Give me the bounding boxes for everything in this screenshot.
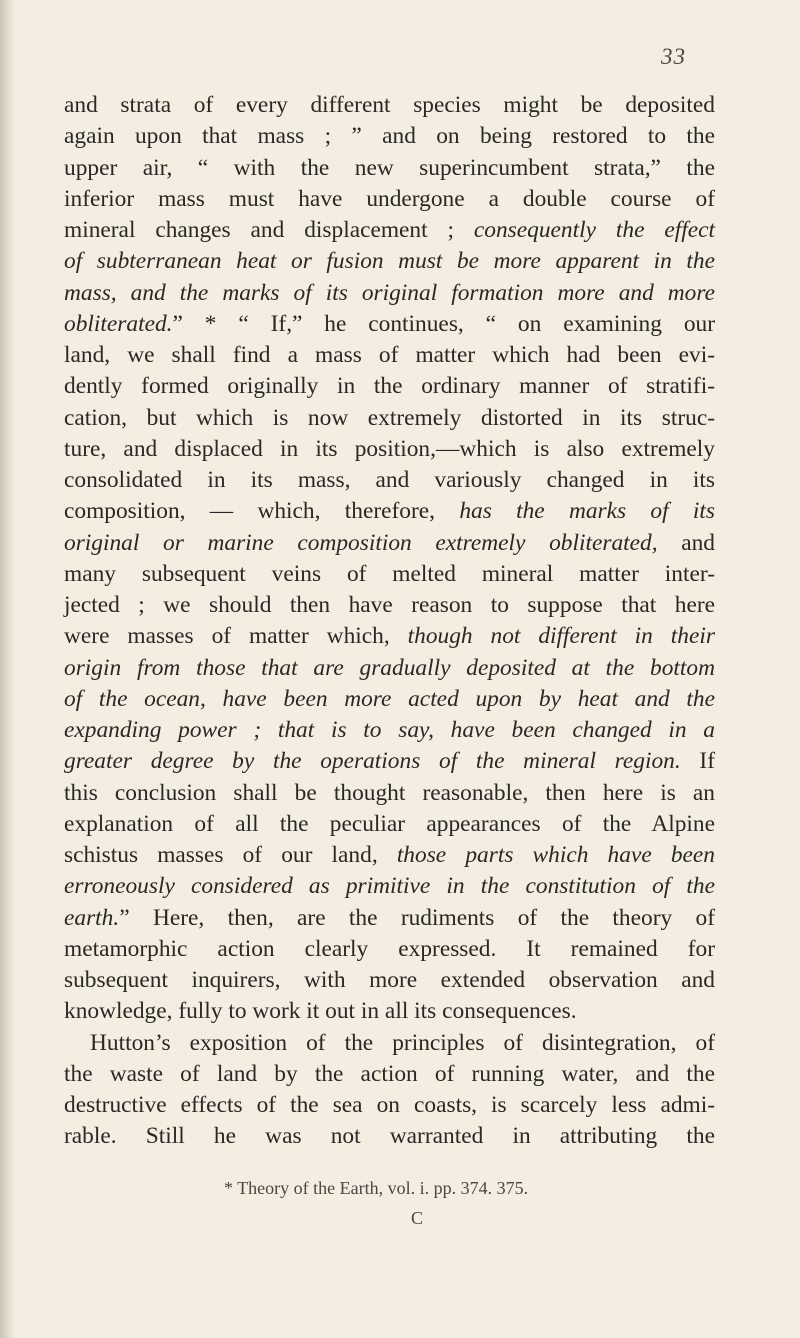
page-binding-edge [0,0,14,1338]
text-run: many subsequent veins of melted mineral matter inter- [64,560,715,587]
text-line [64,1090,715,1121]
italic-text: origin from those that are gradually deposited at the bottom [64,654,715,681]
text-line [64,653,715,684]
text-line [64,746,715,777]
text-run: ” Here, then, are the rudiments of the theory of [119,904,715,931]
italic-text: consequently the effect [473,217,715,243]
text-run: knowledge, fully to work it out in all its consequences. [64,998,577,1025]
italic-text: erroneously considered as primitive in the constitution of the [64,873,715,900]
italic-text: of subterranean heat or fusion must be more apparent in the [64,248,715,275]
text-line [64,465,715,496]
text-line [64,434,715,465]
body-text [64,90,715,1153]
text-line [64,934,715,965]
text-line [64,90,715,121]
italic-text: greater degree by the operations of the mineral region. [64,748,681,775]
italic-text: those parts which have been [396,842,715,868]
text-run: land, we shall find a mass of matter which had been evi- [64,342,715,368]
text-line [64,1121,715,1152]
text-line [64,371,715,402]
text-line [64,340,715,371]
footnote: * Theory of the Earth, vol. i. pp. 374. 375. [224,1178,529,1198]
text-run: destructive effects of the sea on coasts, is scarcely less admi- [64,1092,715,1118]
italic-text: earth. [64,904,120,931]
text-line [64,309,715,340]
text-run: subsequent inquirers, with more extended observation and [64,967,715,993]
italic-text: mass, and the marks of its original formation more and more [64,279,715,306]
text-line [64,153,715,184]
text-run: and [657,529,716,556]
text-run: composition, — which, therefore, [64,498,460,525]
text-line [64,965,715,996]
text-run: If [680,748,715,775]
text-run: ture, and displaced in its position,—which is also extremely [64,435,715,462]
text-run: mineral changes and displacement ; [64,217,474,243]
text-run: metamorphic action clearly expressed. It remained for [64,935,715,962]
text-line [64,809,715,840]
text-run: were masses of matter which, [64,623,408,650]
text-line [64,996,715,1027]
text-line [64,559,715,590]
text-line [64,840,715,871]
text-line [64,903,715,934]
text-line [64,621,715,652]
italic-text: obliterated. [64,310,173,337]
text-run: upper air, “ with the new superincumbent strata,” the [64,154,715,181]
text-run: explanation of all the peculiar appearances of the Alpine [64,810,715,837]
text-line [64,590,715,621]
italic-text: expanding power ; that is to say, have been changed in a [64,717,715,743]
text-run: again upon that mass ; ” and on being restored to the [64,123,715,150]
text-run: inferior mass must have undergone a double course of [64,185,715,212]
text-line [64,215,715,246]
page-number: 33 [661,44,686,69]
italic-text: original or marine composition extremely obliterated, [64,529,658,556]
italic-text: of the ocean, have been more acted upon by heat and the [64,685,715,712]
text-line [64,184,715,215]
text-line [64,871,715,902]
text-line [64,684,715,715]
text-run: consolidated in its mass, and variously changed in its [64,467,715,493]
text-run: ” * “ If,” he continues, “ on examining our [172,310,715,337]
text-run: the waste of land by the action of running water, and the [64,1060,715,1087]
text-line [64,528,715,559]
text-line [64,246,715,277]
text-line [64,403,715,434]
text-run: dently formed originally in the ordinary manner of stratifi- [64,373,715,400]
text-run: jected ; we should then have reason to suppose that here [64,592,715,618]
italic-text: has the marks of its [459,498,715,525]
text-line [64,278,715,309]
text-line [64,715,715,746]
text-run: rable. Still he was not warranted in attributing the [64,1123,715,1150]
text-run: cation, but which is now extremely distorted in its struc- [64,404,715,431]
text-run: Hutton’s exposition of the principles of disintegration, of [90,1029,715,1056]
text-line [64,1028,715,1059]
italic-text: though not different in their [407,623,715,650]
text-line [64,496,715,527]
text-line [64,121,715,152]
text-run: this conclusion shall be thought reasonable, then here is an [64,779,715,806]
signature-mark: C [411,1208,424,1228]
text-run: and strata of every different species might be deposited [64,92,715,118]
text-run: schistus masses of our land, [64,842,397,868]
text-line [64,778,715,809]
text-line [64,1059,715,1090]
